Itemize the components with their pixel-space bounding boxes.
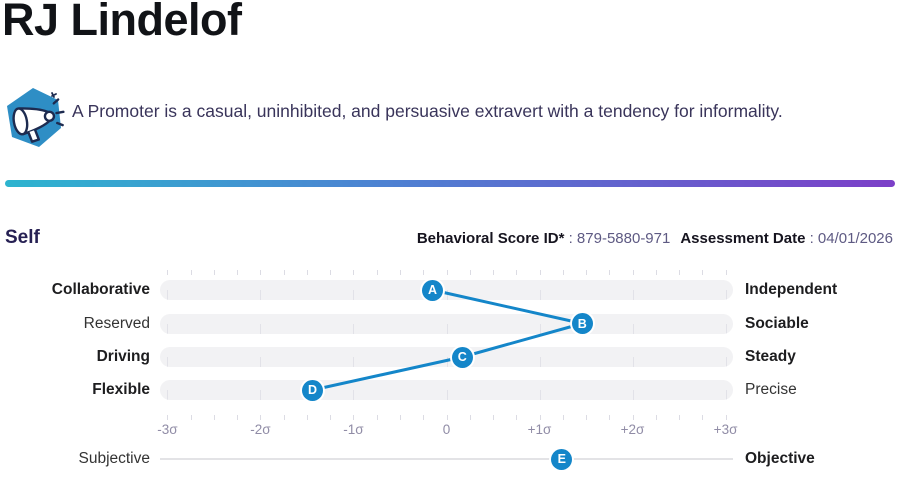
factor-left-label: Reserved	[83, 314, 150, 332]
minor-sigma-tick	[563, 415, 564, 420]
page-title: RJ Lindelof	[2, 0, 242, 45]
minor-sigma-tick	[609, 270, 610, 275]
sigma-tick	[353, 290, 354, 300]
minor-sigma-tick	[679, 415, 680, 420]
decision-scale-row	[0, 449, 900, 469]
score-id-value: 879-5880-971	[576, 230, 671, 247]
sigma-tick	[167, 357, 168, 367]
sigma-axis-label: +1σ	[527, 422, 552, 437]
minor-sigma-tick	[260, 415, 261, 420]
factor-left-label: Driving	[96, 348, 150, 365]
factor-row-flexible-precise	[0, 380, 900, 400]
minor-sigma-tick	[284, 415, 285, 420]
decision-scale-line	[160, 458, 733, 460]
minor-sigma-tick	[470, 415, 471, 420]
section-label-self: Self	[5, 227, 40, 248]
sigma-tick	[447, 357, 448, 367]
score-point-c: C	[452, 347, 473, 368]
megaphone-icon	[2, 86, 66, 150]
minor-sigma-tick	[656, 415, 657, 420]
minor-sigma-tick	[284, 270, 285, 275]
factor-track	[160, 347, 733, 367]
sigma-tick	[260, 357, 261, 367]
sigma-tick	[726, 290, 727, 300]
minor-sigma-tick	[656, 270, 657, 275]
minor-sigma-tick	[191, 270, 192, 275]
minor-sigma-tick	[377, 270, 378, 275]
factor-left-label: Collaborative	[51, 281, 150, 298]
sigma-axis-label: -3σ	[157, 422, 178, 437]
score-point-a: A	[422, 280, 443, 301]
score-point-e: E	[551, 449, 572, 470]
sigma-tick	[260, 290, 261, 300]
minor-sigma-tick	[493, 415, 494, 420]
minor-sigma-tick	[423, 415, 424, 420]
sigma-axis	[0, 422, 900, 440]
minor-sigma-tick	[447, 415, 448, 420]
sigma-axis-label: -1σ	[343, 422, 364, 437]
minor-sigma-tick	[516, 270, 517, 275]
assessment-date-label: Assessment Date	[680, 230, 806, 247]
minor-sigma-tick	[214, 415, 215, 420]
sigma-tick	[167, 324, 168, 334]
minor-sigma-tick	[633, 270, 634, 275]
score-point-b: B	[572, 313, 593, 334]
minor-sigma-tick	[260, 270, 261, 275]
minor-tick-ruler-bottom	[0, 415, 900, 420]
decision-right-label: Objective	[745, 450, 815, 467]
minor-sigma-tick	[167, 270, 168, 275]
sigma-tick	[726, 357, 727, 367]
minor-sigma-tick	[237, 270, 238, 275]
sigma-axis-label: +3σ	[713, 422, 738, 437]
sigma-tick	[726, 390, 727, 400]
factor-right-label: Steady	[745, 348, 796, 365]
minor-sigma-tick	[214, 270, 215, 275]
minor-sigma-tick	[237, 415, 238, 420]
factor-row-reserved-sociable	[0, 314, 900, 334]
decision-left-label: Subjective	[78, 450, 150, 467]
sigma-tick	[353, 324, 354, 334]
factor-row-collaborative-independent	[0, 280, 900, 300]
sigma-tick	[167, 290, 168, 300]
gradient-divider	[5, 180, 895, 187]
factor-left-label: Flexible	[92, 381, 150, 398]
factor-track	[160, 380, 733, 400]
factor-row-driving-steady	[0, 347, 900, 367]
sigma-tick	[540, 290, 541, 300]
minor-sigma-tick	[353, 270, 354, 275]
factor-track	[160, 314, 733, 334]
minor-sigma-tick	[191, 415, 192, 420]
assessment-date-value: 04/01/2026	[817, 230, 893, 247]
minor-sigma-tick	[423, 270, 424, 275]
minor-sigma-tick	[679, 270, 680, 275]
minor-sigma-tick	[633, 415, 634, 420]
minor-sigma-tick	[330, 415, 331, 420]
sigma-tick	[447, 324, 448, 334]
score-meta-line	[417, 230, 893, 247]
sigma-tick	[167, 390, 168, 400]
minor-sigma-tick	[516, 415, 517, 420]
sigma-tick	[540, 390, 541, 400]
sigma-axis-label: -2σ	[250, 422, 271, 437]
factor-right-label: Precise	[745, 381, 797, 398]
minor-sigma-tick	[167, 415, 168, 420]
minor-sigma-tick	[377, 415, 378, 420]
minor-sigma-tick	[447, 270, 448, 275]
minor-sigma-tick	[726, 270, 727, 275]
score-id-separator: :	[564, 230, 577, 247]
minor-sigma-tick	[702, 415, 703, 420]
minor-tick-ruler-top	[0, 270, 900, 275]
sigma-tick	[633, 324, 634, 334]
sigma-tick	[540, 357, 541, 367]
sigma-axis-label: 0	[442, 422, 451, 437]
minor-sigma-tick	[609, 415, 610, 420]
sigma-tick	[633, 290, 634, 300]
minor-sigma-tick	[470, 270, 471, 275]
factor-right-label: Independent	[745, 281, 838, 298]
sigma-tick	[540, 324, 541, 334]
sigma-tick	[353, 357, 354, 367]
minor-sigma-tick	[493, 270, 494, 275]
sigma-tick	[633, 357, 634, 367]
factor-track	[160, 280, 733, 300]
sigma-tick	[633, 390, 634, 400]
minor-sigma-tick	[540, 270, 541, 275]
sigma-tick	[447, 390, 448, 400]
sigma-tick	[260, 390, 261, 400]
minor-sigma-tick	[540, 415, 541, 420]
sigma-tick	[447, 290, 448, 300]
factor-right-label: Sociable	[745, 314, 809, 332]
profile-description: A Promoter is a casual, uninhibited, and persuasive extravert with a tendency for informality.	[72, 101, 783, 121]
minor-sigma-tick	[586, 415, 587, 420]
minor-sigma-tick	[330, 270, 331, 275]
sigma-tick	[353, 390, 354, 400]
minor-sigma-tick	[400, 270, 401, 275]
minor-sigma-tick	[586, 270, 587, 275]
score-point-d: D	[302, 380, 323, 401]
minor-sigma-tick	[563, 270, 564, 275]
minor-sigma-tick	[400, 415, 401, 420]
minor-sigma-tick	[307, 415, 308, 420]
sigma-axis-label: +2σ	[620, 422, 645, 437]
minor-sigma-tick	[353, 415, 354, 420]
sigma-tick	[260, 324, 261, 334]
assessment-date-separator: :	[805, 230, 818, 247]
score-id-label: Behavioral Score ID*	[416, 230, 565, 247]
behavioral-factor-chart	[0, 270, 900, 491]
minor-sigma-tick	[702, 270, 703, 275]
minor-sigma-tick	[307, 270, 308, 275]
minor-sigma-tick	[726, 415, 727, 420]
sigma-tick	[726, 324, 727, 334]
